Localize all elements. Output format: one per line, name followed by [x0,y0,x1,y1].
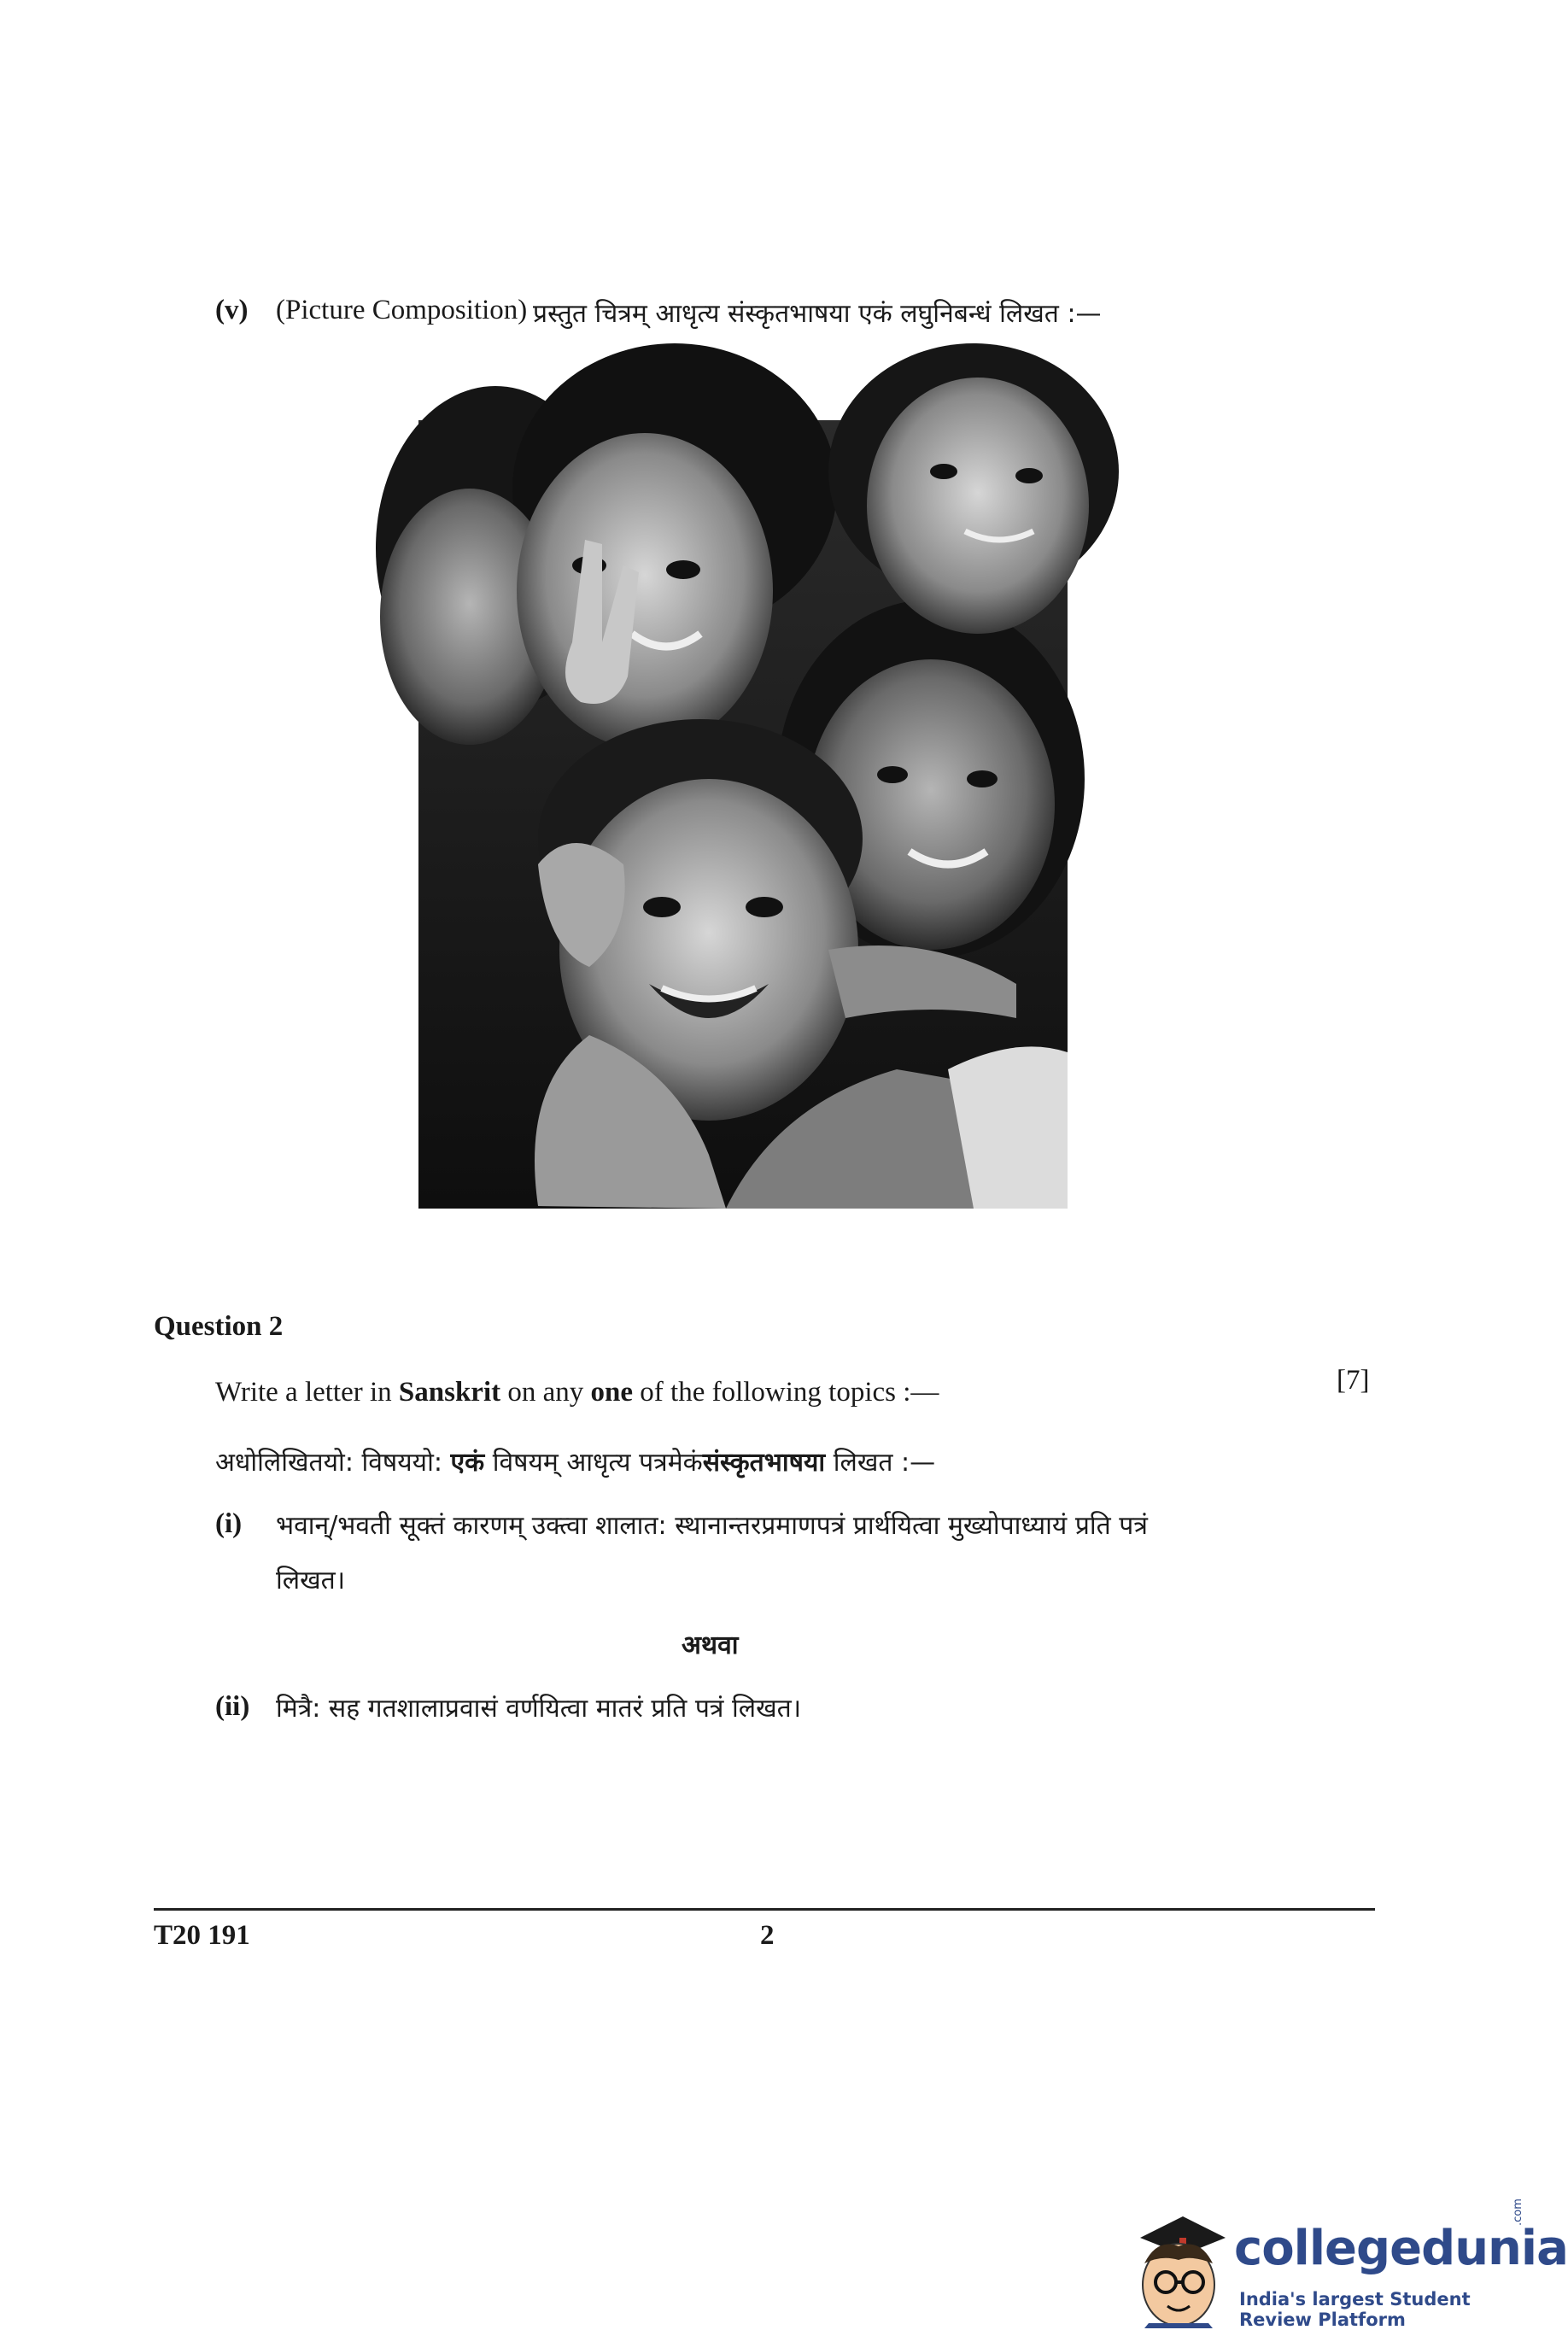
q2-hindi-part1: अधोलिखितयो: विषययो: [215,1448,442,1478]
option-1-text-line1: भवान्/भवती सूक्तं कारणम् उक्त्वा शालात: स्थानान्तरप्रमाणपत्रं प्रार्थयित्वा मुख्योपाध्यायं प्रति पत्रं [276,1511,1148,1541]
q2-hindi-part2: विषयम् आधृत्य पत्रमेकं [492,1448,703,1478]
option-2-number: (ii) [215,1691,250,1722]
children-photograph [418,420,1068,1209]
or-separator: अथवा [682,1630,739,1660]
option-1-number: (i) [215,1508,243,1539]
logo-domain-suffix: .com [1512,2198,1524,2226]
question-instruction-sanskrit: प्रस्तुत चित्रम् आधृत्य संस्कृतभाषया एकं लघुनिबन्धं लिखत :— [533,299,1102,329]
q2-instruction-one-emph: one [590,1377,634,1408]
q2-instruction-hindi [215,1443,935,1478]
option-2-text: मित्रै: सह गतशालाप्रवासं वर्णयित्वा मातरं प्रति पत्रं लिखत। [276,1694,802,1724]
question-number-v: (v) [215,295,249,325]
mascot-icon [1132,2204,1226,2328]
paper-code: T20 191 [154,1920,250,1951]
q2-instruction-sanskrit-emph: Sanskrit [398,1377,501,1408]
q2-hindi-emph1: एकं [450,1448,485,1478]
page-number: 2 [760,1920,775,1951]
q2-hindi-emph2: संस्कृतभाषया [702,1448,826,1478]
q2-marks: [7] [1337,1365,1370,1396]
collegedunia-logo [1132,2198,1568,2330]
question-2-heading: Question 2 [154,1311,284,1342]
question-label-english: (Picture Composition) [276,295,528,325]
option-1-text-line2: लिखत। [276,1566,346,1595]
q2-instruction-part3: of the following topics :— [640,1377,939,1408]
q2-hindi-part3: लिखत :— [833,1448,936,1478]
q2-instruction-english [215,1377,939,1408]
logo-tagline: India's largest Student Review Platform [1239,2289,1471,2330]
logo-wordmark: collegedunia [1234,2221,1568,2276]
q2-instruction-part1: Write a letter in [215,1377,392,1408]
q2-instruction-part2: on any [507,1377,584,1408]
footer-rule [154,1908,1375,1911]
